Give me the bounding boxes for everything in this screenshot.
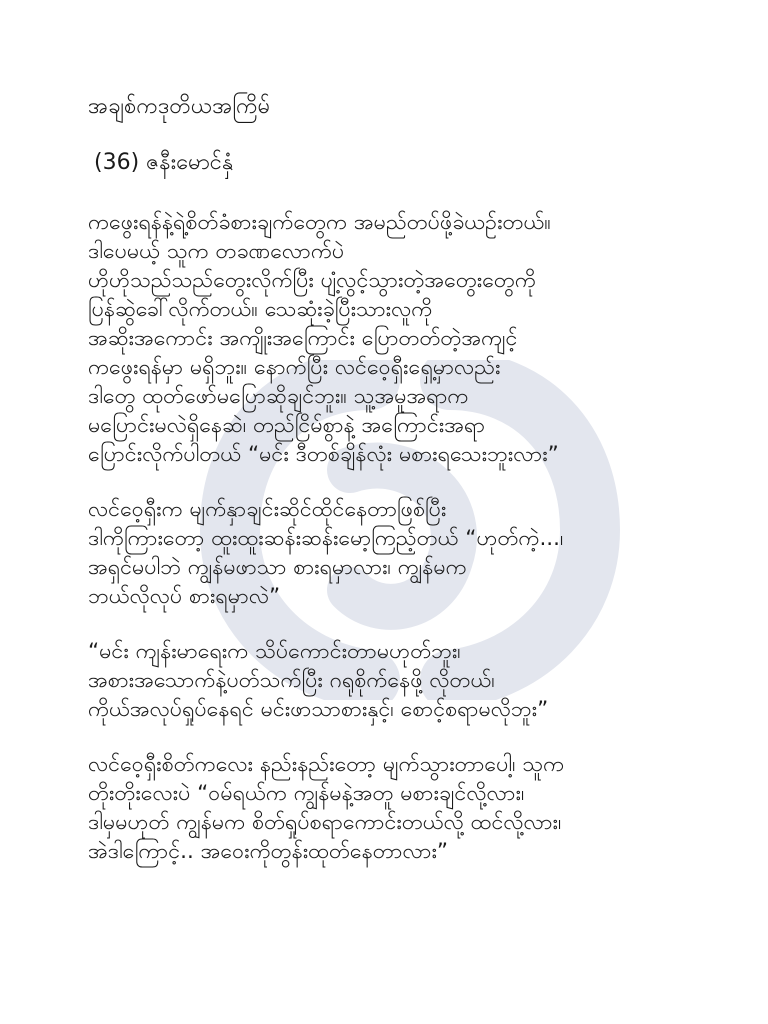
paragraph-2: လင်ဝေ့ရှီးက မျက်နှာချင်းဆိုင်ထိုင်နေတာဖြစ်ပြီး ဒါကိုကြားတော့ ထူးထူးဆန်းဆန်းမော့ကြည့်တယ် “ဟုတ်ကဲ့...၊ အရှင်မပါဘဲ ကျွန်မဖာသာ စားရမှာလား၊ ကျွန်မက ဘယ်လိုလုပ် စားရမှာလဲ” xyxy=(88,497,564,609)
paragraph-1: ကဖွေးရန်နဲ့ရဲ့စိတ်ခံစားချက်တွေက အမည်တပ်ဖို့ခဲယဉ်းတယ်။ ဒါပေမယ့် သူက တခဏလောက်ပဲ ဟိုဟိုသည်သည်တွေးလိုက်ပြီး ပျံ့လွင့်သွားတဲ့အတွေးတွေကို ပြန်ဆွဲခေါ်လိုက်တယ်။ သေဆုံးခဲ့ပြီးသားလူကို အဆိုးအကောင်း အကျိုးအကြောင်း ပြောတတ်တဲ့အကျင့် ကဖွေးရန်မှာ မရှိဘူး။ နောက်ပြီး လင်ဝေ့ရှီးရှေ့မှာလည်း ဒါတွေ ထုတ်ဖော်မပြောဆိုချင်ဘူး။ သူ့အမူအရာက မပြောင်းမလဲရှိနေဆဲ၊ တည်ငြိမ်စွာနဲ့ အကြောင်းအရာ ပြောင်းလိုက်ပါတယ် “မင်း ဒီတစ်ချိန်လုံး မစားရသေးဘူးလား” xyxy=(88,210,559,467)
book-title: အချစ်ကဒုတိယအကြိမ် xyxy=(88,94,271,119)
paragraph-3: “မင်း ကျန်းမာရေးက သိပ်ကောင်းတာမဟုတ်ဘူး၊ အစားအသောက်နဲ့ပတ်သက်ပြီး ဂရုစိုက်နေဖို့ လိုတယ်၊ ကိုယ်အလုပ်ရှုပ်နေရင် မင်းဖာသာစားနှင့်၊ စောင့်စရာမလိုဘူး” xyxy=(88,639,549,722)
document-page xyxy=(88,92,728,866)
paragraph-4: လင်ဝေ့ရှီးစိတ်ကလေး နည်းနည်းတော့ မျက်သွားတာပေါ့၊ သူက တိုးတိုးလေးပဲ “ဝမ်ရယ်က ကျွန်မနဲ့အတူ မစားချင်လို့လား၊ ဒါမှမဟုတ် ကျွန်မက စိတ်ရှုပ်စရာကောင်းတယ်လို့ ထင်လို့လား၊ အဲဒါကြောင့်.. အဝေးကိုတွန်းထုတ်နေတာလား” xyxy=(88,752,565,864)
chapter-heading: (36) ဇနီးမောင်နှံ xyxy=(94,150,234,175)
